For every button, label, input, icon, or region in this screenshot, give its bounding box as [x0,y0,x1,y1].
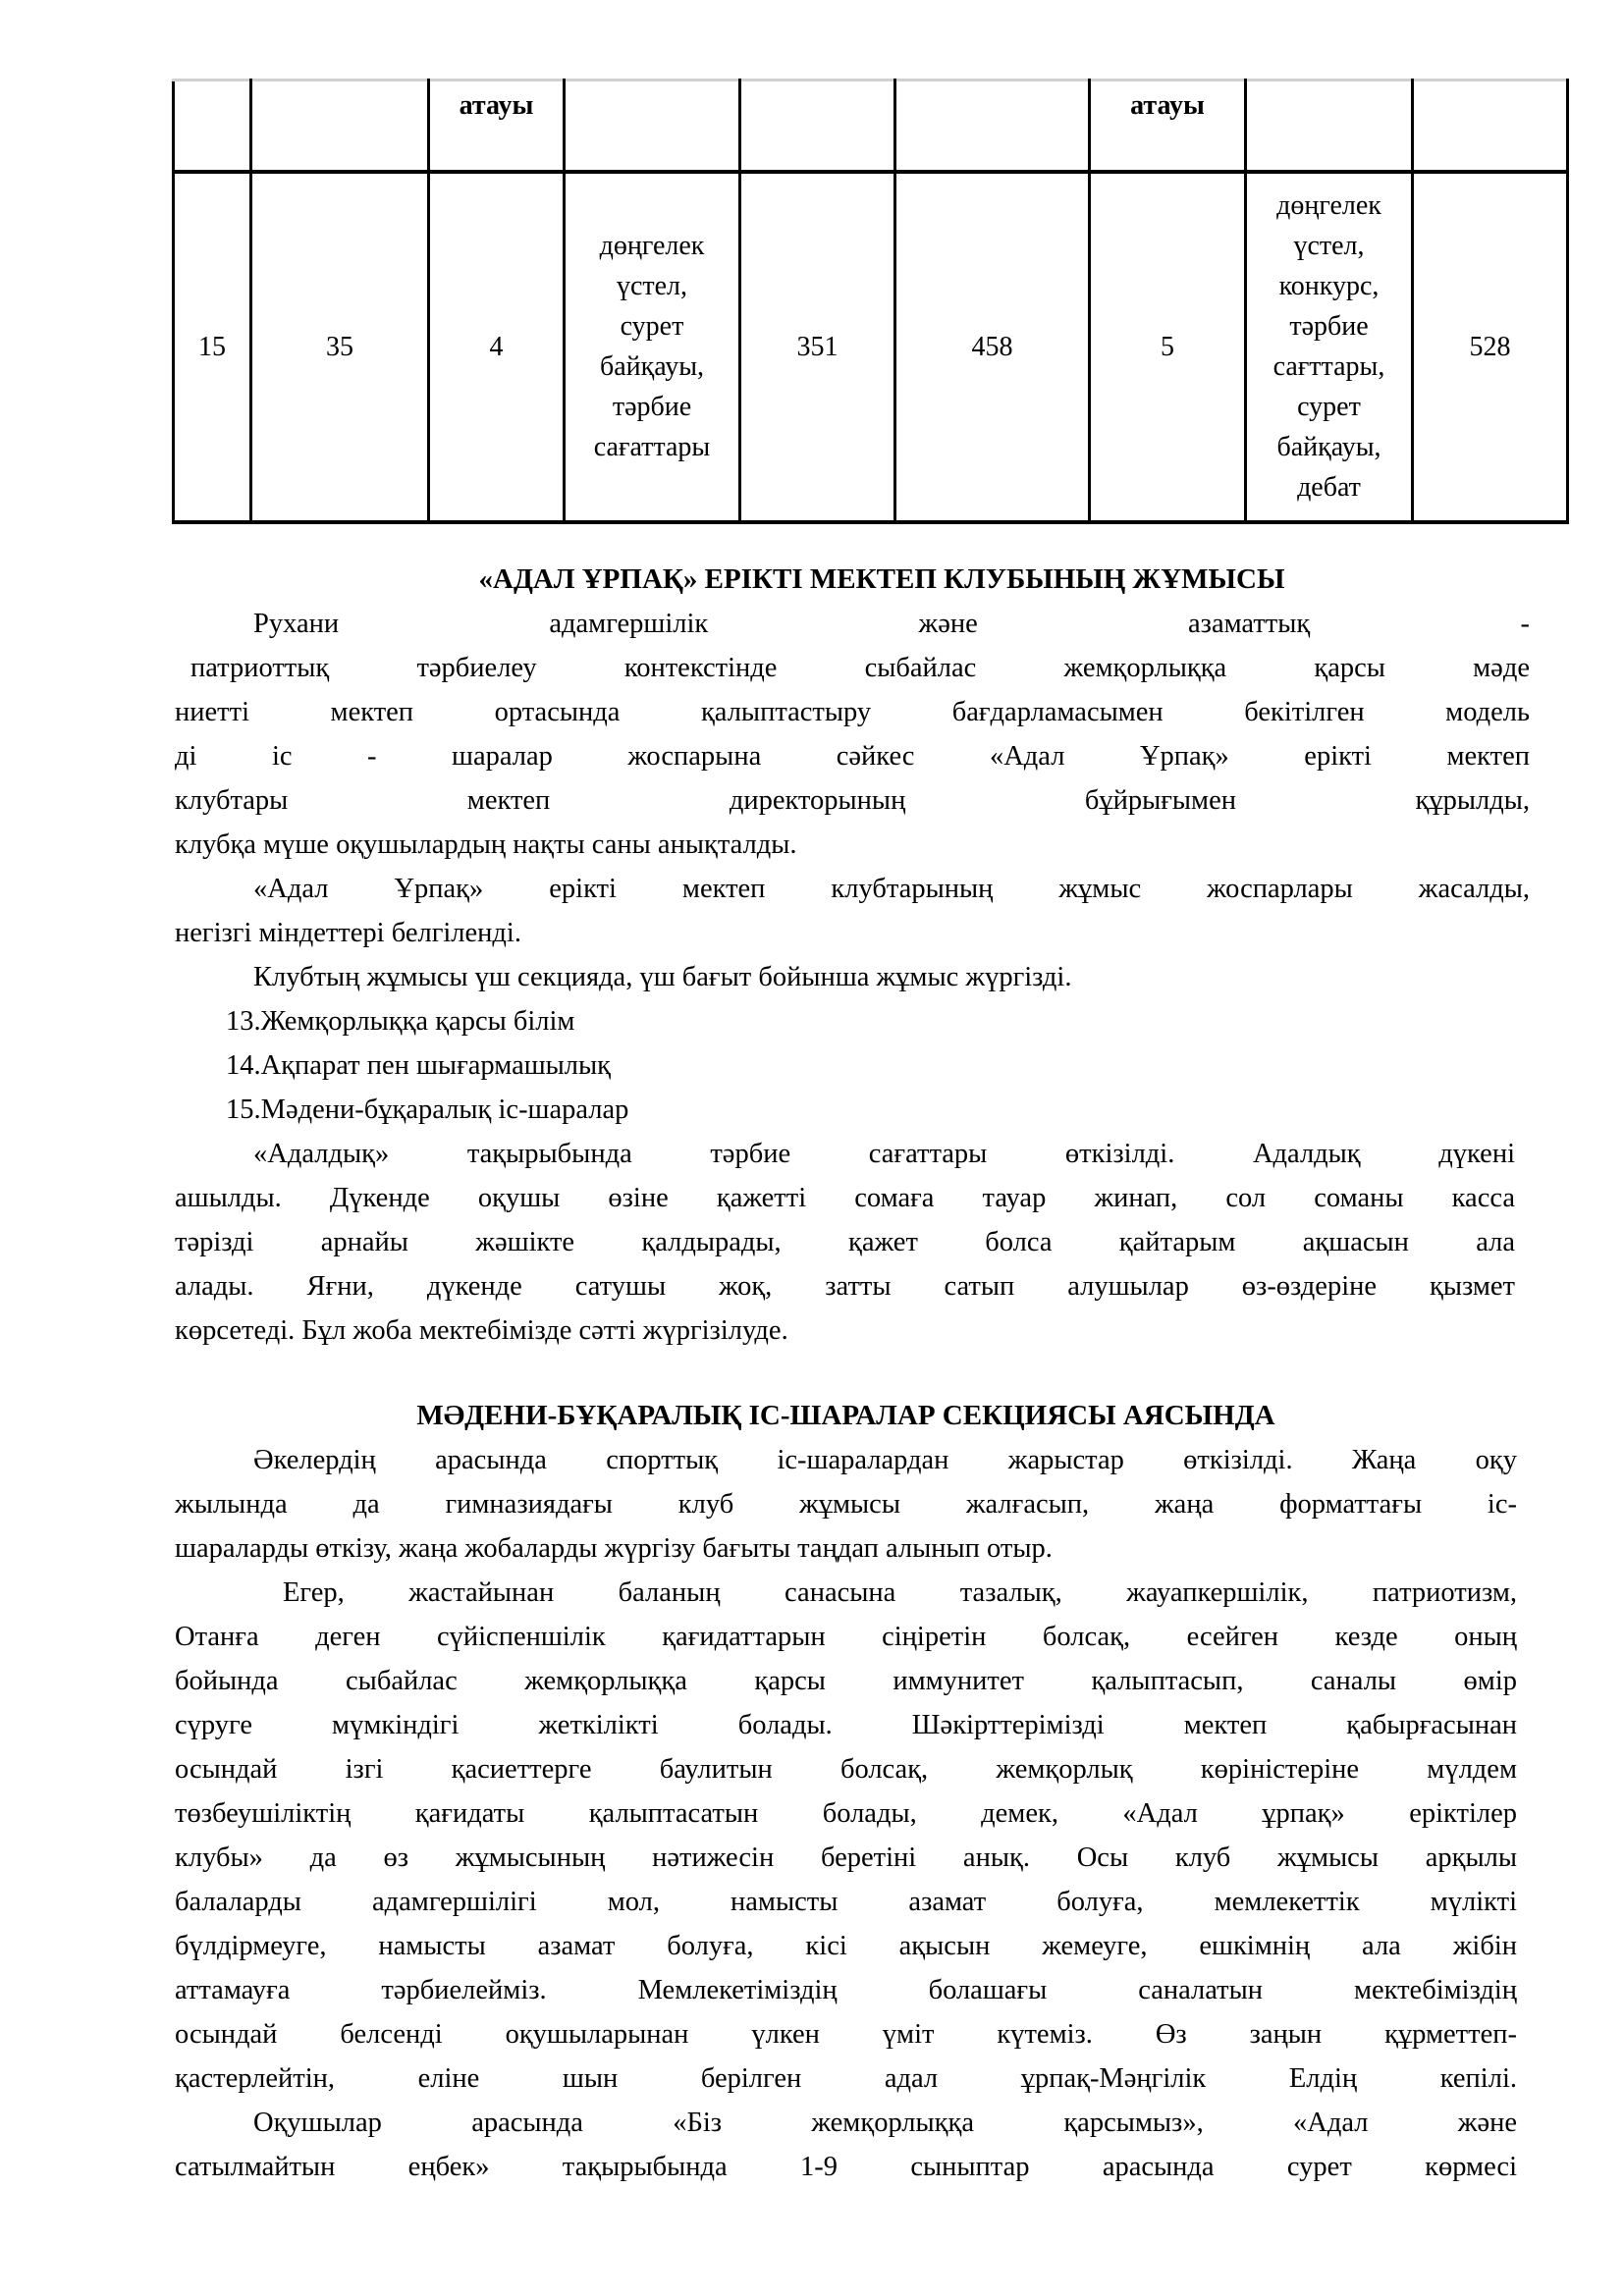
text-line: Әкелердің арасында спорттық іс-шаралардан жарыстар өткізілді. Жаңа оқу [253,1445,1517,1475]
paragraph [175,1571,1517,2101]
cell-line: конкурс, [1278,271,1380,301]
cell-line: дебат [1297,472,1361,503]
text-line: сүруге мүмкіндігі жеткілікті болады. Шәкірттерімізді мектеп қабырғасынан [175,1710,1517,1740]
text-line: шараларды өткізу, жаңа жобаларды жүргізу бағыты таңдап алынып отыр. [175,1533,1053,1564]
cell-line: тәрбие [1289,311,1369,342]
text-line: бүлдірмеуге, намысты азамат болуға, кісі ақысын жемеуге, ешкімнің ала жібін [175,1931,1517,1961]
table-header-row [174,80,1568,172]
cell-line: дөңгелек [599,231,705,261]
cell-line: байқауы, [1276,432,1381,462]
text-line: жылында да гимназиядағы клуб жұмысы жалғасып, жаңа форматтағы іс- [175,1489,1517,1520]
cell-line: сағаттары [593,432,711,462]
text-line: көрсетеді. Бұл жоба мектебімізде сәтті жүргізілуде. [175,1315,788,1346]
cell-line: үстел, [1293,231,1365,261]
text-line: қастерлейтін, еліне шын берілген адал ұрпақ-Мәңгілік Елдің кепілі. [175,2063,1517,2094]
results-table [172,79,1569,524]
table-cell: 4 [429,172,565,522]
text-line: клубқа мүше оқушылардың нақты саны анықталды. [175,829,797,860]
text-line: ашылды. Дүкенде оқушы өзіне қажетті сомаға тауар жинап, сол соманы касса [175,1183,1515,1213]
text-line: аттамауға тәрбиелейміз. Мемлекетіміздің болашағы саналатын мектебіміздің [175,1975,1517,2005]
header-cell [1246,80,1413,172]
text-line: Клубтың жұмысы үш секцияда, үш бағыт бойынша жұмыс жүргізді. [253,962,1072,992]
paragraph [175,867,1530,955]
header-cell [565,80,740,172]
table-row [174,172,1568,522]
text-line: алады. Яғни, дүкенде сатушы жоқ, затты сатып алушылар өз-өздеріне қызмет [175,1271,1515,1302]
text-line: бойында сыбайлас жемқорлыққа қарсы иммунитет қалыптасып, саналы өмір [175,1666,1517,1696]
table-cell: 351 [740,172,895,522]
header-cell [1413,80,1568,172]
list-item: 15.Мәдени-бұқаралық іс-шаралар [226,1095,629,1125]
text-line: ді іс - шаралар жоспарына сәйкес «Адал Ұрпақ» ерікті мектеп [175,741,1530,772]
paragraph [175,2101,1517,2189]
cell-line: тәрбие [612,392,692,422]
paragraph [175,1132,1515,1353]
section-cultural-events [175,1394,1517,2189]
header-cell [740,80,895,172]
text-line: патриоттық тәрбиелеу контекстінде сыбайлас жемқорлыққа қарсы мәде [190,653,1530,683]
table-cell-events [565,172,740,522]
header-cell [895,80,1090,172]
cell-line: сағттары, [1272,351,1385,382]
table-cell: 15 [174,172,251,522]
table-cell: 35 [251,172,429,522]
text-line: Рухани адамгершілік және азаматтық - [253,609,1530,639]
text-line: клубтары мектеп директорының бұйрығымен құрылды, [175,785,1530,816]
table-cell: 528 [1413,172,1568,522]
text-line: Отанға деген сүйіспеншілік қағидаттарын сіңіретін болсақ, есейген кезде оның [175,1622,1517,1652]
text-line: ниетті мектеп ортасында қалыптастыру бағдарламасымен бекітілген модель [175,697,1530,727]
section-heading: МӘДЕНИ-БҰҚАРАЛЫҚ ІС-ШАРАЛАР СЕКЦИЯСЫ АЯСЫНДА [416,1400,1275,1431]
cell-line: дөңгелек [1276,190,1381,221]
section-adal-urpaq [175,558,1530,1353]
paragraph [175,1438,1517,1571]
text-line: балаларды адамгершілігі мол, намысты азамат болуға, мемлекеттік мүлікті [175,1887,1517,1917]
text-line: «Адалдық» тақырыбында тәрбие сағаттары өткізілді. Адалдық дүкені [253,1139,1515,1169]
header-cell [251,80,429,172]
text-line: осындай белсенді оқушыларынан үлкен үміт күтеміз. Өз заңын құрметтеп- [175,2019,1517,2050]
table-cell: 5 [1090,172,1246,522]
list-item: 13.Жемқорлыққа қарсы білім [226,1006,575,1037]
cell-line: сурет [620,311,684,342]
paragraph [175,602,1530,867]
text-line: осындай ізгі қасиеттерге баулитын болсақ, жемқорлық көріністеріне мүлдем [175,1754,1517,1785]
table-cell-events [1246,172,1413,522]
text-line: Егер, жастайынан баланың санасына тазалық, жауапкершілік, патриотизм, [283,1577,1517,1608]
text-line: төзбеушіліктің қағидаты қалыптасатын болады, демек, «Адал ұрпақ» еріктілер [175,1798,1517,1829]
text-line: сатылмайтын еңбек» тақырыбында 1-9 сыныптар арасында сурет көрмесі [175,2152,1517,2182]
text-line: клубы» да өз жұмысының нәтижесін беретіні анық. Осы клуб жұмысы арқылы [175,1842,1517,1873]
cell-line: байқауы, [599,351,705,382]
header-cell: атауы [429,80,565,172]
text-line: «Адал Ұрпақ» ерікті мектеп клубтарының жұмыс жоспарлары жасалды, [253,874,1530,904]
cell-line: сурет [1297,392,1361,422]
text-line: тәрізді арнайы жәшікте қалдырады, қажет болса қайтарым ақшасын ала [175,1227,1515,1257]
cell-line: үстел, [616,271,688,301]
list-item: 14.Ақпарат пен шығармашылық [226,1050,612,1081]
text-line: негізгі міндеттері белгіленді. [175,918,521,948]
header-cell: атауы [1090,80,1246,172]
text-line: Оқушылар арасында «Біз жемқорлыққа қарсымыз», «Адал және [253,2108,1517,2138]
numbered-list [175,999,1530,1132]
header-cell [174,80,251,172]
table-cell: 458 [895,172,1090,522]
paragraph [175,955,1530,999]
section-heading: «АДАЛ ҰРПАҚ» ЕРІКТІ МЕКТЕП КЛУБЫНЫҢ ЖҰМЫСЫ [478,563,1285,595]
